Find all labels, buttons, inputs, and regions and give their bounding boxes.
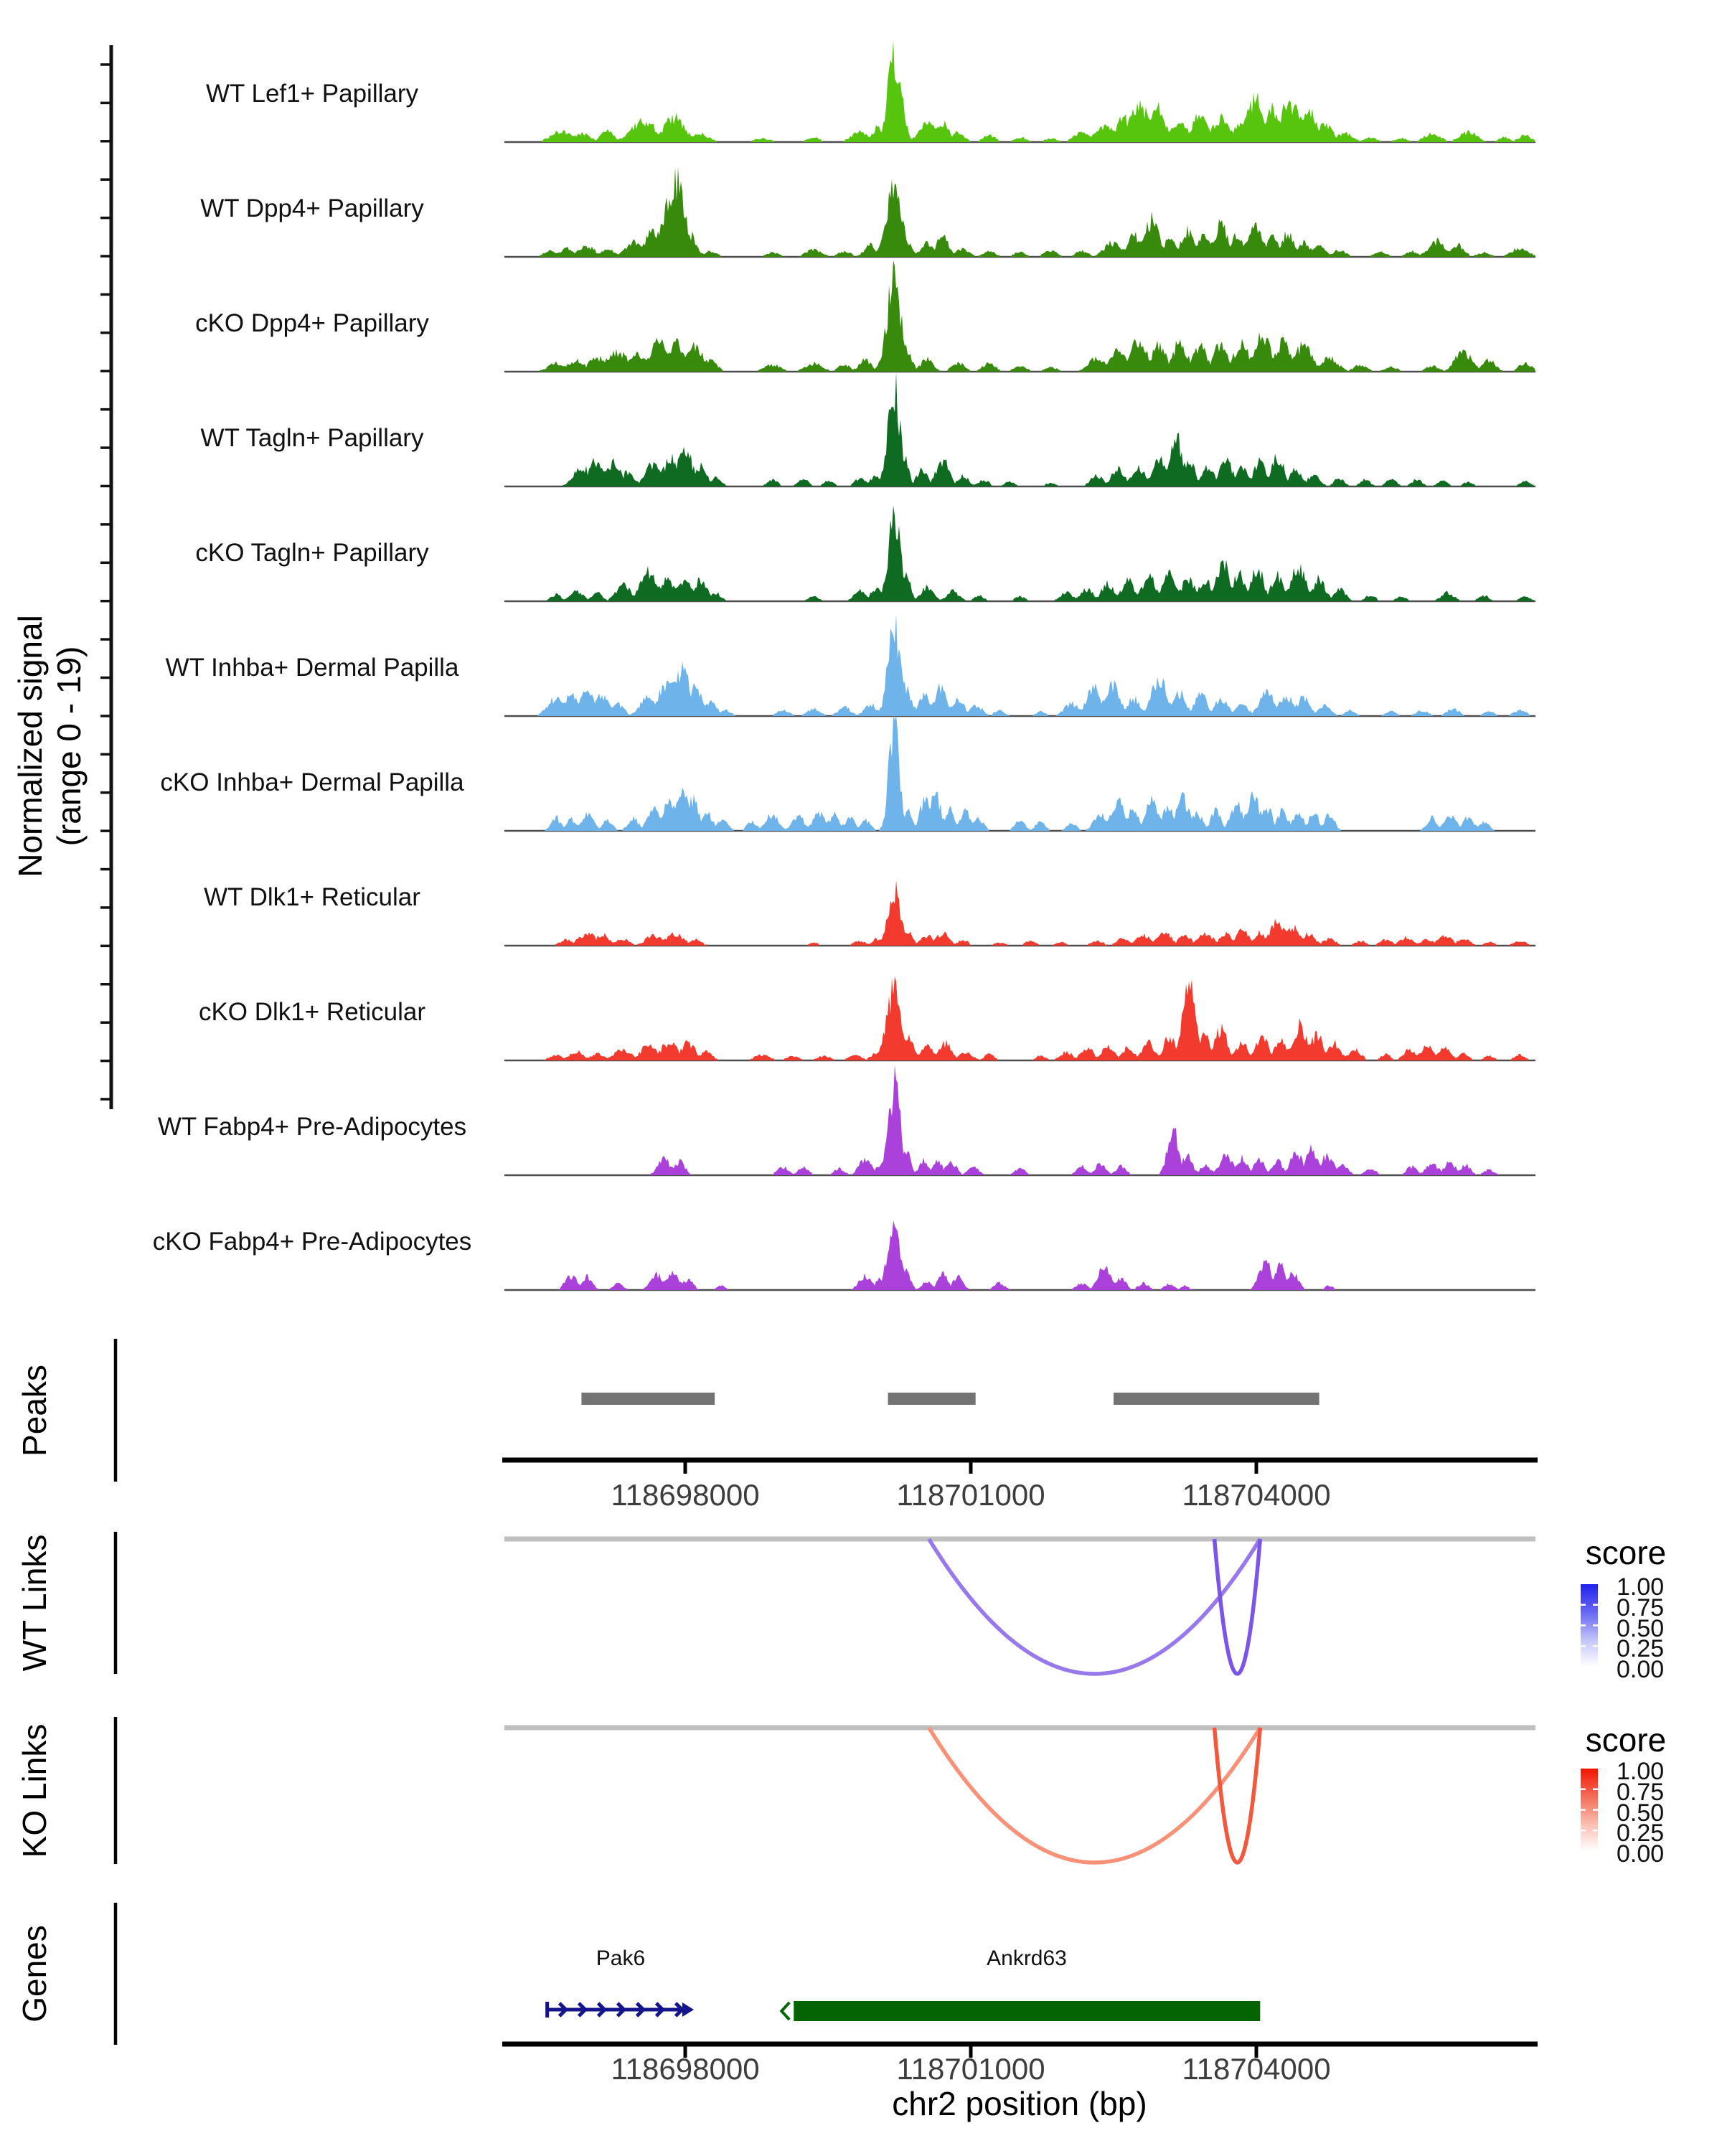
peaks-x-tick-label-2: 118704000 — [1182, 1478, 1331, 1512]
link-arc — [1215, 1539, 1261, 1674]
ko-score-tick-2: 0.50 — [1617, 1799, 1665, 1827]
ko-score-tick-0: 1.00 — [1617, 1758, 1665, 1785]
peaks-x-tick-label-1: 118701000 — [896, 1478, 1045, 1512]
coverage-track-profile — [504, 372, 1535, 486]
ko-score-legend-title: score — [1585, 1721, 1667, 1759]
track-label: cKO Inhba+ Dermal Papilla — [160, 768, 464, 796]
coverage-track-profile — [504, 976, 1535, 1060]
peak-bar — [1114, 1393, 1319, 1405]
coverage-track-profile — [504, 1065, 1535, 1175]
peaks-x-tick-label-0: 118698000 — [611, 1478, 760, 1512]
gene-label-pak6: Pak6 — [596, 1946, 646, 1970]
ko-score-tick-3: 0.25 — [1617, 1820, 1665, 1847]
peaks-section-label: Peaks — [16, 1365, 53, 1456]
wt-score-tick-2: 0.50 — [1617, 1615, 1665, 1642]
track-label: WT Lef1+ Papillary — [205, 80, 419, 108]
data-layer — [153, 41, 1535, 2021]
wt-links-section-label: WT Links — [16, 1534, 53, 1672]
ko-score-tick-4: 0.00 — [1617, 1840, 1665, 1868]
track-label: cKO Dlk1+ Reticular — [198, 998, 426, 1026]
ko-links-section-label: KO Links — [16, 1723, 53, 1858]
genes-x-tick-label-2: 118704000 — [1182, 2052, 1331, 2086]
gene-arrowhead — [682, 2002, 694, 2017]
coverage-track-profile — [504, 260, 1535, 372]
gene-label-ankrd63: Ankrd63 — [987, 1946, 1067, 1970]
coverage-track-profile — [504, 613, 1535, 716]
ko-score-tick-1: 0.75 — [1617, 1779, 1665, 1806]
peak-bar — [581, 1393, 715, 1405]
track-label: WT Dlk1+ Reticular — [204, 883, 420, 911]
genes-x-tick-label-1: 118701000 — [896, 2052, 1045, 2086]
track-label: cKO Tagln+ Papillary — [195, 539, 429, 567]
wt-score-legend-title: score — [1585, 1534, 1667, 1571]
peak-bar — [888, 1393, 976, 1405]
track-label: cKO Fabp4+ Pre-Adipocytes — [152, 1228, 472, 1256]
coverage-track-profile — [504, 41, 1535, 142]
coverage-track-profile — [504, 506, 1535, 601]
wt-score-tick-1: 0.75 — [1617, 1594, 1665, 1621]
coverage-track-profile — [504, 880, 1535, 946]
peaks-x-axis-ticks — [685, 1462, 1256, 1474]
wt-score-tick-0: 1.00 — [1617, 1573, 1665, 1601]
y-axis-label-line2: (range 0 - 19) — [50, 646, 88, 847]
coverage-track-profile — [504, 715, 1535, 831]
link-arc — [929, 1539, 1261, 1674]
link-arc — [1215, 1728, 1261, 1863]
track-label: cKO Dpp4+ Papillary — [195, 309, 429, 337]
genes-x-tick-label-0: 118698000 — [611, 2052, 760, 2086]
gene-body-box — [794, 2001, 1260, 2021]
track-label: WT Inhba+ Dermal Papilla — [165, 654, 459, 682]
link-arc — [929, 1728, 1261, 1863]
track-label: WT Fabp4+ Pre-Adipocytes — [157, 1113, 467, 1141]
genes-section-label: Genes — [16, 1925, 53, 2023]
y-axis-label-line1: Normalized signal — [11, 615, 49, 877]
coverage-track-profile — [504, 166, 1535, 257]
wt-score-tick-3: 0.25 — [1617, 1635, 1665, 1662]
x-axis-title: chr2 position (bp) — [892, 2085, 1147, 2122]
track-label: WT Dpp4+ Papillary — [200, 194, 424, 222]
wt-score-tick-4: 0.00 — [1617, 1656, 1665, 1683]
coverage-track-profile — [504, 1220, 1535, 1290]
gene-direction-chevron — [781, 2002, 789, 2020]
track-label: WT Tagln+ Papillary — [200, 424, 424, 452]
